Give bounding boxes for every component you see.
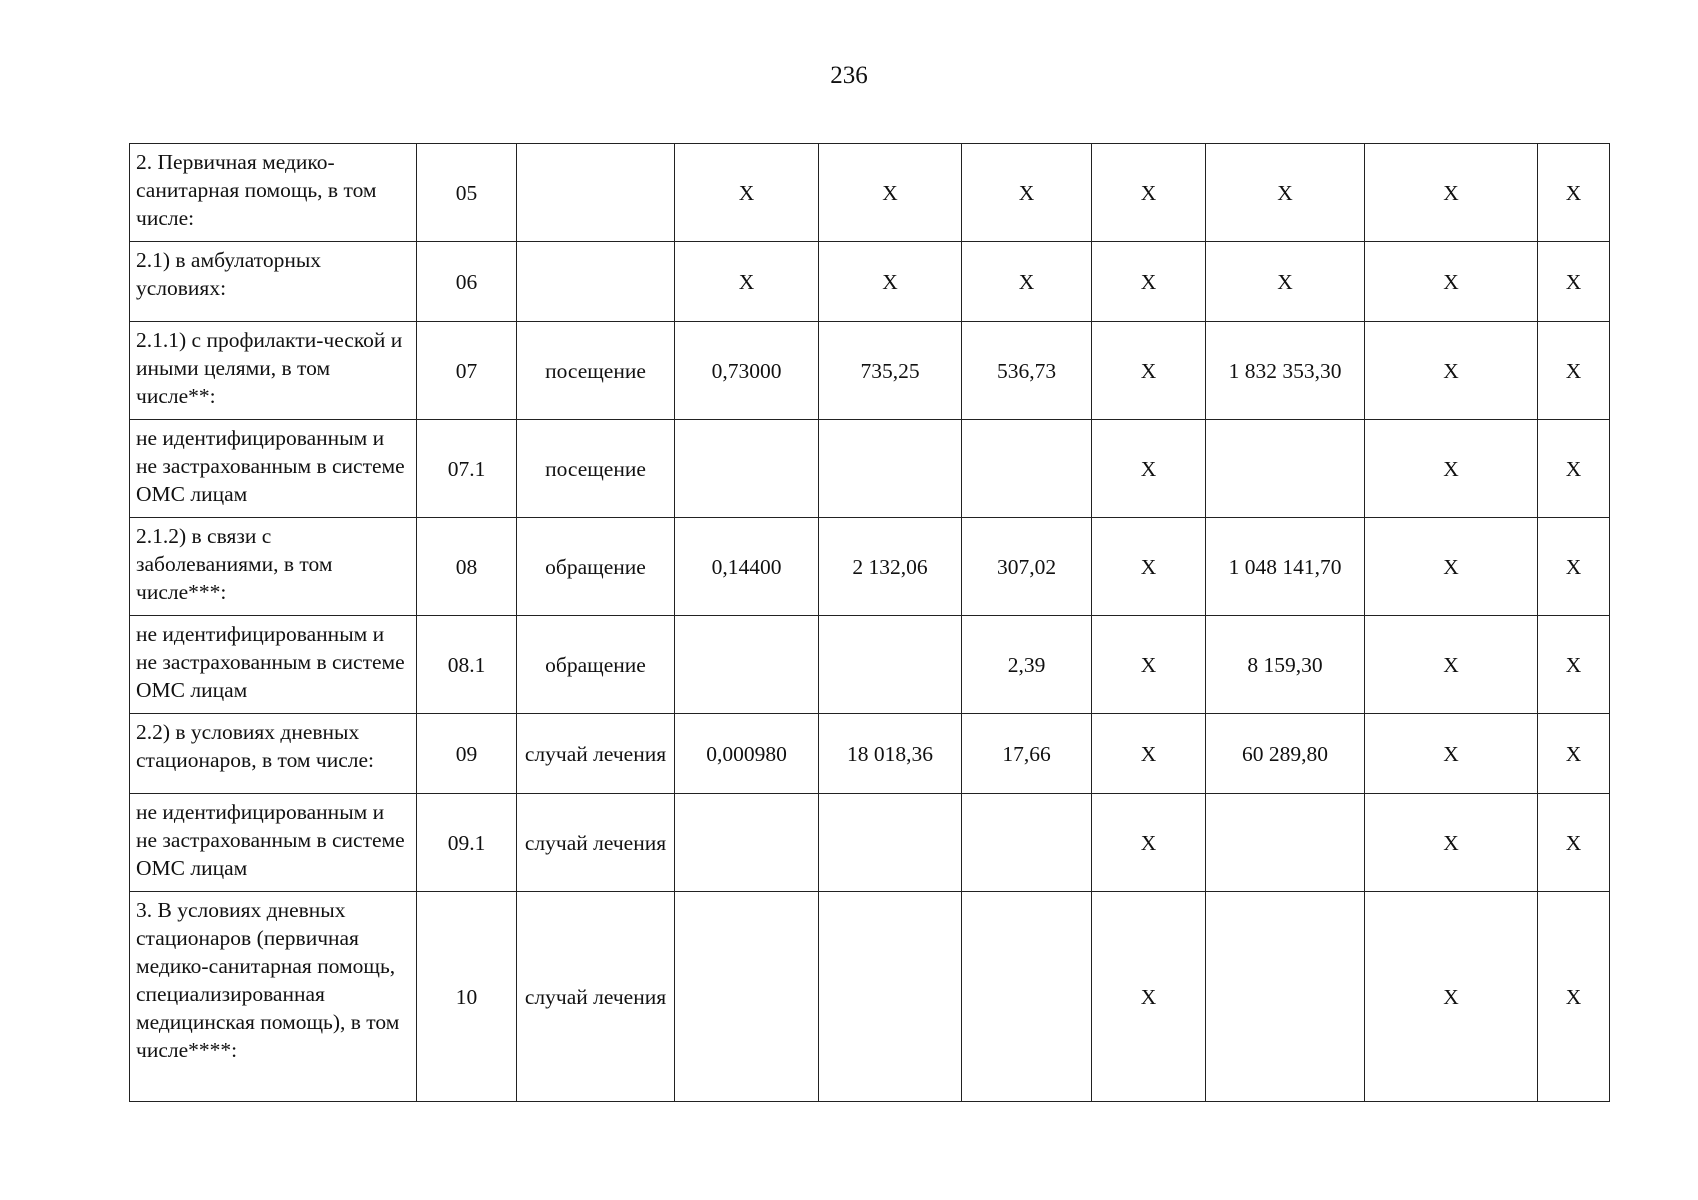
cell-col5: [1206, 794, 1365, 892]
row-code: 07.1: [417, 420, 517, 518]
cell-col4: X: [1092, 892, 1206, 1102]
table-row: [130, 892, 1610, 1102]
cell-col4: X: [1092, 518, 1206, 616]
cell-col2: X: [819, 242, 962, 322]
cell-col6: X: [1365, 616, 1538, 714]
cell-col5: 1 832 353,30: [1206, 322, 1365, 420]
cell-col7: X: [1538, 144, 1610, 242]
table-row: [130, 794, 1610, 892]
cell-col1: 0,14400: [675, 518, 819, 616]
row-code: 09.1: [417, 794, 517, 892]
cell-col3: [962, 420, 1092, 518]
cell-col1: [675, 616, 819, 714]
cell-col2: [819, 794, 962, 892]
cell-col7: X: [1538, 242, 1610, 322]
row-code: 08.1: [417, 616, 517, 714]
row-name: 2.2) в условиях дневных стационаров, в том числе:: [130, 714, 417, 794]
cell-col5: 60 289,80: [1206, 714, 1365, 794]
cell-col7: X: [1538, 794, 1610, 892]
cell-col3: 307,02: [962, 518, 1092, 616]
cell-col6: X: [1365, 242, 1538, 322]
cell-col1: [675, 420, 819, 518]
row-code: 10: [417, 892, 517, 1102]
cell-col5: X: [1206, 144, 1365, 242]
cell-col5: 1 048 141,70: [1206, 518, 1365, 616]
cell-col5: X: [1206, 242, 1365, 322]
row-name: 2.1.2) в связи с заболеваниями, в том числе***:: [130, 518, 417, 616]
cell-col2: X: [819, 144, 962, 242]
row-code: 08: [417, 518, 517, 616]
cell-col3: 17,66: [962, 714, 1092, 794]
cell-col5: [1206, 420, 1365, 518]
cell-col3: 2,39: [962, 616, 1092, 714]
table-row: [130, 714, 1610, 794]
table-row: [130, 420, 1610, 518]
data-table: [129, 143, 1610, 1102]
row-unit: посещение: [517, 322, 675, 420]
cell-col1: 0,000980: [675, 714, 819, 794]
cell-col1: [675, 794, 819, 892]
cell-col3: [962, 794, 1092, 892]
cell-col6: X: [1365, 714, 1538, 794]
row-code: 09: [417, 714, 517, 794]
table-row: [130, 322, 1610, 420]
row-unit: посещение: [517, 420, 675, 518]
cell-col2: 735,25: [819, 322, 962, 420]
cell-col4: X: [1092, 420, 1206, 518]
row-name: 2. Первичная медико-санитарная помощь, в том числе:: [130, 144, 417, 242]
cell-col5: 8 159,30: [1206, 616, 1365, 714]
cell-col6: X: [1365, 892, 1538, 1102]
cell-col7: X: [1538, 322, 1610, 420]
cell-col5: [1206, 892, 1365, 1102]
row-unit: случай лечения: [517, 794, 675, 892]
cell-col2: [819, 616, 962, 714]
table-row: [130, 242, 1610, 322]
row-name: 2.1.1) с профилакти-ческой и иными целями, в том числе**:: [130, 322, 417, 420]
cell-col6: X: [1365, 794, 1538, 892]
row-name: 2.1) в амбулаторных условиях:: [130, 242, 417, 322]
table-row: [130, 616, 1610, 714]
cell-col2: 18 018,36: [819, 714, 962, 794]
cell-col4: X: [1092, 144, 1206, 242]
row-unit: случай лечения: [517, 714, 675, 794]
cell-col1: X: [675, 144, 819, 242]
row-unit: [517, 242, 675, 322]
cell-col7: X: [1538, 616, 1610, 714]
row-code: 06: [417, 242, 517, 322]
cell-col3: X: [962, 242, 1092, 322]
cell-col7: X: [1538, 892, 1610, 1102]
row-name: 3. В условиях дневных стационаров (первичная медико-санитарная помощь, специализированная медицинская помощь), в том числе****:: [130, 892, 417, 1102]
cell-col7: X: [1538, 420, 1610, 518]
cell-col3: [962, 892, 1092, 1102]
cell-col6: X: [1365, 144, 1538, 242]
row-code: 07: [417, 322, 517, 420]
row-unit: обращение: [517, 518, 675, 616]
cell-col6: X: [1365, 518, 1538, 616]
cell-col7: X: [1538, 518, 1610, 616]
row-unit: обращение: [517, 616, 675, 714]
table-row: [130, 144, 1610, 242]
table-row: [130, 518, 1610, 616]
cell-col6: X: [1365, 322, 1538, 420]
cell-col2: 2 132,06: [819, 518, 962, 616]
cell-col2: [819, 420, 962, 518]
cell-col3: X: [962, 144, 1092, 242]
cell-col7: X: [1538, 714, 1610, 794]
cell-col1: [675, 892, 819, 1102]
row-name: не идентифицированным и не застрахованным в системе ОМС лицам: [130, 616, 417, 714]
cell-col1: X: [675, 242, 819, 322]
cell-col3: 536,73: [962, 322, 1092, 420]
page-number: 236: [830, 62, 868, 89]
row-name: не идентифицированным и не застрахованным в системе ОМС лицам: [130, 420, 417, 518]
cell-col2: [819, 892, 962, 1102]
row-unit: случай лечения: [517, 892, 675, 1102]
cell-col4: X: [1092, 616, 1206, 714]
cell-col4: X: [1092, 242, 1206, 322]
cell-col4: X: [1092, 794, 1206, 892]
cell-col6: X: [1365, 420, 1538, 518]
row-unit: [517, 144, 675, 242]
row-code: 05: [417, 144, 517, 242]
cell-col4: X: [1092, 322, 1206, 420]
cell-col4: X: [1092, 714, 1206, 794]
cell-col1: 0,73000: [675, 322, 819, 420]
row-name: не идентифицированным и не застрахованным в системе ОМС лицам: [130, 794, 417, 892]
